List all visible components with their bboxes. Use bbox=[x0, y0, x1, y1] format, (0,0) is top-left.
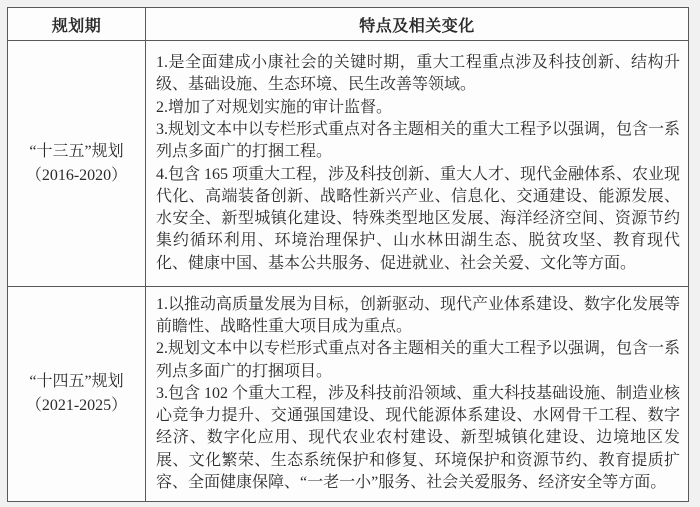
feature-item: 3.包含 102 个重大工程，涉及科技前沿领域、重大科技基础设施、制造业核心竞争力提升、交通强国建设、现代能源体系建设、水网骨干工程、数字经济、数字化应用、现代农业农村建设、新型城镇化建设、边境地区发展、文化繁荣、生态系统保护和修复、环境保护和资源节约、教育提质扩容、全面健康保障、“一老一小”服务、社会关爱服务、经济安全等方面。 bbox=[156, 384, 681, 492]
feature-item: 4.包含 165 项重大工程，涉及科技创新、重大人才、现代金融体系、农业现代化、高端装备创新、战略性新兴产业、信息化、交通建设、能源发展、水安全、新型城镇化建设、特殊类型地区发展、海洋经济空间、资源节约集约循环利用、环境治理保护、山水林田湖生态、脱贫攻坚、教育现代化、健康中国、基本公共服务、促进就业、社会关爱、文化等方面。 bbox=[156, 165, 681, 272]
table-row-14th-plan bbox=[8, 287, 689, 502]
period-years: （2016-2020） bbox=[25, 166, 128, 184]
period-cell-14th bbox=[8, 287, 146, 502]
plan-comparison-table-wrap bbox=[7, 7, 688, 497]
feature-item: 2.增加了对规划实施的审计监督。 bbox=[156, 98, 393, 116]
feature-item: 1.以推动高质量发展为目标，创新驱动、现代产业体系建设、数字化发展等前瞻性、战略性重大项目成为重点。 bbox=[156, 295, 681, 335]
table-row-13th-plan bbox=[8, 41, 689, 287]
header-cell-period: 规划期 bbox=[8, 8, 146, 41]
period-cell-13th bbox=[8, 41, 146, 287]
header-cell-features: 特点及相关变化 bbox=[146, 8, 689, 41]
features-cell-14th bbox=[146, 287, 689, 502]
feature-item: 3.规划文本中以专栏形式重点对各主题相关的重大工程予以强调，包含一系列点多面广的打捆工程。 bbox=[156, 120, 681, 161]
period-name: “十四五”规划 bbox=[29, 373, 124, 390]
period-name: “十三五”规划 bbox=[29, 142, 124, 160]
plan-comparison-table bbox=[7, 7, 689, 502]
feature-item: 2.规划文本中以专栏形式重点对各主题相关的重大工程予以强调，包含一系列点多面广的打捆项目。 bbox=[156, 340, 681, 380]
feature-item: 1.是全面建成小康社会的关键时期，重大工程重点涉及科技创新、结构升级、基础设施、生态环境、民生改善等领域。 bbox=[156, 54, 680, 94]
features-cell-13th bbox=[146, 41, 689, 287]
period-years: （2021-2025） bbox=[25, 397, 128, 414]
header-row bbox=[8, 8, 689, 41]
